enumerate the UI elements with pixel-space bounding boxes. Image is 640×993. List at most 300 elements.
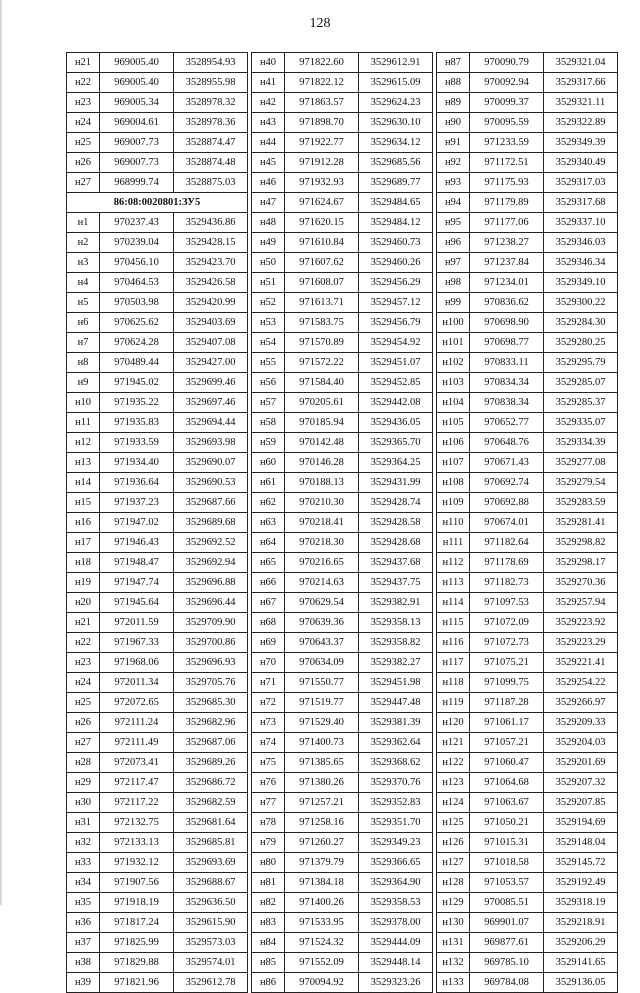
point-label: н119 (437, 693, 470, 713)
table-row (252, 213, 433, 233)
x-coordinate: 972117.47 (100, 773, 174, 793)
table-row (67, 353, 248, 373)
x-coordinate: 970456.10 (100, 253, 174, 273)
table-row (252, 493, 433, 513)
table-row (67, 673, 248, 693)
x-coordinate: 970648.76 (470, 433, 544, 453)
y-coordinate: 3529145.72 (544, 853, 618, 873)
table-row (67, 233, 248, 253)
table-row (437, 373, 618, 393)
x-coordinate: 971379.79 (285, 853, 359, 873)
table-row (252, 313, 433, 333)
table-row (67, 273, 248, 293)
x-coordinate: 971258.16 (285, 813, 359, 833)
point-label: н69 (252, 633, 285, 653)
point-label: н120 (437, 713, 470, 733)
x-coordinate: 970629.54 (285, 593, 359, 613)
table-row (67, 833, 248, 853)
table-row (67, 253, 248, 273)
x-coordinate: 971175.93 (470, 173, 544, 193)
x-coordinate: 971570.89 (285, 333, 359, 353)
table-row (252, 133, 433, 153)
x-coordinate: 969007.73 (100, 133, 174, 153)
table-row (67, 913, 248, 933)
point-label: н98 (437, 273, 470, 293)
x-coordinate: 969784.08 (470, 973, 544, 993)
x-coordinate: 970085.51 (470, 893, 544, 913)
table-row (252, 873, 433, 893)
point-label: н16 (67, 513, 100, 533)
y-coordinate: 3529382.91 (359, 593, 433, 613)
y-coordinate: 3529364.90 (359, 873, 433, 893)
x-coordinate: 972072.65 (100, 693, 174, 713)
point-label: н45 (252, 153, 285, 173)
x-coordinate: 971825.99 (100, 933, 174, 953)
y-coordinate: 3529694.44 (174, 413, 248, 433)
point-label: н123 (437, 773, 470, 793)
y-coordinate: 3529358.82 (359, 633, 433, 653)
point-label: н5 (67, 293, 100, 313)
point-label: н83 (252, 913, 285, 933)
y-coordinate: 3529346.34 (544, 253, 618, 273)
y-coordinate: 3529692.52 (174, 533, 248, 553)
x-coordinate: 970205.61 (285, 393, 359, 413)
x-coordinate: 970095.59 (470, 113, 544, 133)
y-coordinate: 3529141.65 (544, 953, 618, 973)
x-coordinate: 972111.49 (100, 733, 174, 753)
y-coordinate: 3529426.58 (174, 273, 248, 293)
x-coordinate: 971934.40 (100, 453, 174, 473)
x-coordinate: 972117.22 (100, 793, 174, 813)
point-label: н55 (252, 353, 285, 373)
point-label: н64 (252, 533, 285, 553)
table-row (437, 133, 618, 153)
x-coordinate: 971237.84 (470, 253, 544, 273)
x-coordinate: 970239.04 (100, 233, 174, 253)
x-coordinate: 969005.40 (100, 73, 174, 93)
x-coordinate: 971932.12 (100, 853, 174, 873)
point-label: н65 (252, 553, 285, 573)
table-row (67, 553, 248, 573)
table-row (67, 593, 248, 613)
y-coordinate: 3529689.77 (359, 173, 433, 193)
table-row (437, 693, 618, 713)
table-row (252, 753, 433, 773)
table-row (437, 173, 618, 193)
x-coordinate: 970643.37 (285, 633, 359, 653)
y-coordinate: 3529358.13 (359, 613, 433, 633)
table-row (67, 93, 248, 113)
y-coordinate: 3529451.07 (359, 353, 433, 373)
table-row (437, 773, 618, 793)
y-coordinate: 3529283.59 (544, 493, 618, 513)
point-label: н106 (437, 433, 470, 453)
point-label: н129 (437, 893, 470, 913)
point-label: н75 (252, 753, 285, 773)
x-coordinate: 970188.13 (285, 473, 359, 493)
y-coordinate: 3529682.96 (174, 713, 248, 733)
y-coordinate: 3529687.66 (174, 493, 248, 513)
y-coordinate: 3529630.10 (359, 113, 433, 133)
y-coordinate: 3529277.08 (544, 453, 618, 473)
table-row (67, 373, 248, 393)
y-coordinate: 3529317.03 (544, 173, 618, 193)
x-coordinate: 971922.77 (285, 133, 359, 153)
table-row (252, 273, 433, 293)
point-label: н58 (252, 413, 285, 433)
point-label: н50 (252, 253, 285, 273)
point-label: н53 (252, 313, 285, 333)
point-label: н12 (67, 433, 100, 453)
table-row (437, 453, 618, 473)
table-row (437, 153, 618, 173)
y-coordinate: 3529221.41 (544, 653, 618, 673)
y-coordinate: 3529364.25 (359, 453, 433, 473)
y-coordinate: 3529266.97 (544, 693, 618, 713)
table-row (437, 593, 618, 613)
x-coordinate: 971015.31 (470, 833, 544, 853)
y-coordinate: 3529705.76 (174, 673, 248, 693)
point-label: н52 (252, 293, 285, 313)
y-coordinate: 3529636.50 (174, 893, 248, 913)
x-coordinate: 971584.40 (285, 373, 359, 393)
point-label: н8 (67, 353, 100, 373)
x-coordinate: 970094.92 (285, 973, 359, 993)
point-label: н23 (67, 653, 100, 673)
y-coordinate: 3529448.14 (359, 953, 433, 973)
point-label: н96 (437, 233, 470, 253)
x-coordinate: 971607.62 (285, 253, 359, 273)
x-coordinate: 971072.73 (470, 633, 544, 653)
table-row (252, 853, 433, 873)
point-label: н6 (67, 313, 100, 333)
y-coordinate: 3529349.23 (359, 833, 433, 853)
point-label: н133 (437, 973, 470, 993)
point-label: н100 (437, 313, 470, 333)
table-row (437, 533, 618, 553)
point-label: н7 (67, 333, 100, 353)
table-row (437, 93, 618, 113)
x-coordinate: 971933.59 (100, 433, 174, 453)
table-row (252, 733, 433, 753)
table-row (67, 413, 248, 433)
table-row (437, 793, 618, 813)
y-coordinate: 3529634.12 (359, 133, 433, 153)
point-label: н101 (437, 333, 470, 353)
x-coordinate: 972011.59 (100, 613, 174, 633)
table-row (437, 433, 618, 453)
table-row (437, 113, 618, 133)
y-coordinate: 3529321.04 (544, 53, 618, 73)
x-coordinate: 971912.28 (285, 153, 359, 173)
y-coordinate: 3529693.98 (174, 433, 248, 453)
table-row (252, 473, 433, 493)
x-coordinate: 971946.43 (100, 533, 174, 553)
x-coordinate: 971572.22 (285, 353, 359, 373)
x-coordinate: 971257.21 (285, 793, 359, 813)
point-label: н29 (67, 773, 100, 793)
table-row (252, 513, 433, 533)
point-label: н84 (252, 933, 285, 953)
y-coordinate: 3529686.72 (174, 773, 248, 793)
table-row (67, 953, 248, 973)
x-coordinate: 970210.30 (285, 493, 359, 513)
x-coordinate: 971935.83 (100, 413, 174, 433)
point-label: н59 (252, 433, 285, 453)
y-coordinate: 3529442.08 (359, 393, 433, 413)
x-coordinate: 971945.64 (100, 593, 174, 613)
point-label: н97 (437, 253, 470, 273)
point-label: н72 (252, 693, 285, 713)
table-row (252, 333, 433, 353)
table-row (67, 73, 248, 93)
x-coordinate: 971947.02 (100, 513, 174, 533)
point-label: н124 (437, 793, 470, 813)
point-label: н82 (252, 893, 285, 913)
y-coordinate: 3529689.26 (174, 753, 248, 773)
table-row (252, 973, 433, 993)
x-coordinate: 971918.19 (100, 893, 174, 913)
y-coordinate: 3529420.99 (174, 293, 248, 313)
table-row (67, 633, 248, 653)
coordinates-column-1 (66, 52, 248, 993)
y-coordinate: 3529696.88 (174, 573, 248, 593)
table-row (437, 513, 618, 533)
table-row (252, 713, 433, 733)
table-row (252, 53, 433, 73)
point-label: н128 (437, 873, 470, 893)
y-coordinate: 3529201.69 (544, 753, 618, 773)
y-coordinate: 3528978.32 (174, 93, 248, 113)
table-row (252, 773, 433, 793)
x-coordinate: 970092.94 (470, 73, 544, 93)
point-label: н118 (437, 673, 470, 693)
y-coordinate: 3529358.53 (359, 893, 433, 913)
y-coordinate: 3529437.75 (359, 573, 433, 593)
point-label: н127 (437, 853, 470, 873)
table-row (252, 433, 433, 453)
y-coordinate: 3529484.12 (359, 213, 433, 233)
y-coordinate: 3529689.68 (174, 513, 248, 533)
y-coordinate: 3529136.05 (544, 973, 618, 993)
point-label: н31 (67, 813, 100, 833)
table-row (252, 453, 433, 473)
x-coordinate: 969901.07 (470, 913, 544, 933)
x-coordinate: 971817.24 (100, 913, 174, 933)
point-label: н116 (437, 633, 470, 653)
point-label: н111 (437, 533, 470, 553)
table-row (67, 493, 248, 513)
table-row (252, 553, 433, 573)
y-coordinate: 3529295.79 (544, 353, 618, 373)
y-coordinate: 3529340.49 (544, 153, 618, 173)
table-row (437, 213, 618, 233)
table-row (437, 73, 618, 93)
y-coordinate: 3528978.36 (174, 113, 248, 133)
y-coordinate: 3529612.78 (174, 973, 248, 993)
x-coordinate: 969007.73 (100, 153, 174, 173)
x-coordinate: 970218.41 (285, 513, 359, 533)
y-coordinate: 3529334.39 (544, 433, 618, 453)
y-coordinate: 3529423.70 (174, 253, 248, 273)
table-row (437, 473, 618, 493)
table-row (67, 613, 248, 633)
point-label: н67 (252, 593, 285, 613)
table-row (67, 973, 248, 993)
point-label: н87 (437, 53, 470, 73)
table-row (437, 753, 618, 773)
table-row (67, 793, 248, 813)
point-label: н81 (252, 873, 285, 893)
table-row (67, 213, 248, 233)
point-label: н46 (252, 173, 285, 193)
table-row (67, 133, 248, 153)
y-coordinate: 3529349.39 (544, 133, 618, 153)
section-row (67, 193, 248, 213)
table-row (252, 153, 433, 173)
x-coordinate: 970698.77 (470, 333, 544, 353)
y-coordinate: 3529692.94 (174, 553, 248, 573)
x-coordinate: 970692.74 (470, 473, 544, 493)
y-coordinate: 3529209.33 (544, 713, 618, 733)
table-row (252, 653, 433, 673)
y-coordinate: 3529403.69 (174, 313, 248, 333)
x-coordinate: 972073.41 (100, 753, 174, 773)
y-coordinate: 3528874.47 (174, 133, 248, 153)
table-row (252, 573, 433, 593)
point-label: н63 (252, 513, 285, 533)
y-coordinate: 3529690.07 (174, 453, 248, 473)
y-coordinate: 3529699.46 (174, 373, 248, 393)
table-row (67, 713, 248, 733)
point-label: н42 (252, 93, 285, 113)
point-label: н23 (67, 93, 100, 113)
table-row (437, 493, 618, 513)
y-coordinate: 3529456.29 (359, 273, 433, 293)
x-coordinate: 971060.47 (470, 753, 544, 773)
table-row (252, 253, 433, 273)
x-coordinate: 971260.27 (285, 833, 359, 853)
y-coordinate: 3529696.93 (174, 653, 248, 673)
point-label: н60 (252, 453, 285, 473)
table-row (437, 933, 618, 953)
x-coordinate: 971533.95 (285, 913, 359, 933)
point-label: н80 (252, 853, 285, 873)
x-coordinate: 971613.71 (285, 293, 359, 313)
y-coordinate: 3529682.59 (174, 793, 248, 813)
y-coordinate: 3529285.07 (544, 373, 618, 393)
x-coordinate: 970503.98 (100, 293, 174, 313)
x-coordinate: 971057.21 (470, 733, 544, 753)
point-label: н108 (437, 473, 470, 493)
y-coordinate: 3529298.17 (544, 553, 618, 573)
y-coordinate: 3529381.39 (359, 713, 433, 733)
point-label: н48 (252, 213, 285, 233)
point-label: н78 (252, 813, 285, 833)
table-row (67, 733, 248, 753)
x-coordinate: 971061.17 (470, 713, 544, 733)
x-coordinate: 971608.07 (285, 273, 359, 293)
point-label: н13 (67, 453, 100, 473)
x-coordinate: 969785.10 (470, 953, 544, 973)
coordinates-table (66, 52, 620, 988)
table-row (67, 333, 248, 353)
y-coordinate: 3529484.65 (359, 193, 433, 213)
table-row (437, 333, 618, 353)
point-label: н112 (437, 553, 470, 573)
x-coordinate: 971898.70 (285, 113, 359, 133)
table-row (437, 913, 618, 933)
table-row (67, 433, 248, 453)
x-coordinate: 970838.34 (470, 393, 544, 413)
x-coordinate: 971097.53 (470, 593, 544, 613)
table-row (437, 953, 618, 973)
table-row (67, 293, 248, 313)
table-row (67, 773, 248, 793)
table-row (67, 813, 248, 833)
parcel-number-heading: 86:08:0020801:ЗУ5 (67, 193, 248, 213)
table-row (437, 833, 618, 853)
point-label: н49 (252, 233, 285, 253)
y-coordinate: 3529223.92 (544, 613, 618, 633)
table-row (437, 673, 618, 693)
coordinates-column-3 (436, 52, 618, 993)
point-label: н125 (437, 813, 470, 833)
x-coordinate: 970214.63 (285, 573, 359, 593)
x-coordinate: 971822.12 (285, 73, 359, 93)
table-row (437, 313, 618, 333)
y-coordinate: 3529681.64 (174, 813, 248, 833)
point-label: н26 (67, 713, 100, 733)
point-label: н121 (437, 733, 470, 753)
point-label: н85 (252, 953, 285, 973)
point-label: н93 (437, 173, 470, 193)
point-label: н110 (437, 513, 470, 533)
x-coordinate: 971182.73 (470, 573, 544, 593)
y-coordinate: 3529257.94 (544, 593, 618, 613)
y-coordinate: 3529407.08 (174, 333, 248, 353)
x-coordinate: 971400.73 (285, 733, 359, 753)
x-coordinate: 971552.09 (285, 953, 359, 973)
point-label: н104 (437, 393, 470, 413)
table-row (437, 413, 618, 433)
x-coordinate: 971384.18 (285, 873, 359, 893)
point-label: н102 (437, 353, 470, 373)
x-coordinate: 971936.64 (100, 473, 174, 493)
y-coordinate: 3529456.79 (359, 313, 433, 333)
point-label: н131 (437, 933, 470, 953)
x-coordinate: 972011.34 (100, 673, 174, 693)
y-coordinate: 3529223.29 (544, 633, 618, 653)
y-coordinate: 3529624.23 (359, 93, 433, 113)
y-coordinate: 3529460.26 (359, 253, 433, 273)
coordinates-column-2 (251, 52, 433, 993)
x-coordinate: 971187.28 (470, 693, 544, 713)
point-label: н18 (67, 553, 100, 573)
table-row (67, 933, 248, 953)
point-label: н109 (437, 493, 470, 513)
table-row (67, 393, 248, 413)
table-row (252, 953, 433, 973)
point-label: н74 (252, 733, 285, 753)
x-coordinate: 971179.89 (470, 193, 544, 213)
point-label: н51 (252, 273, 285, 293)
x-coordinate: 971234.01 (470, 273, 544, 293)
x-coordinate: 971945.02 (100, 373, 174, 393)
point-label: н11 (67, 413, 100, 433)
x-coordinate: 971172.51 (470, 153, 544, 173)
table-row (252, 373, 433, 393)
